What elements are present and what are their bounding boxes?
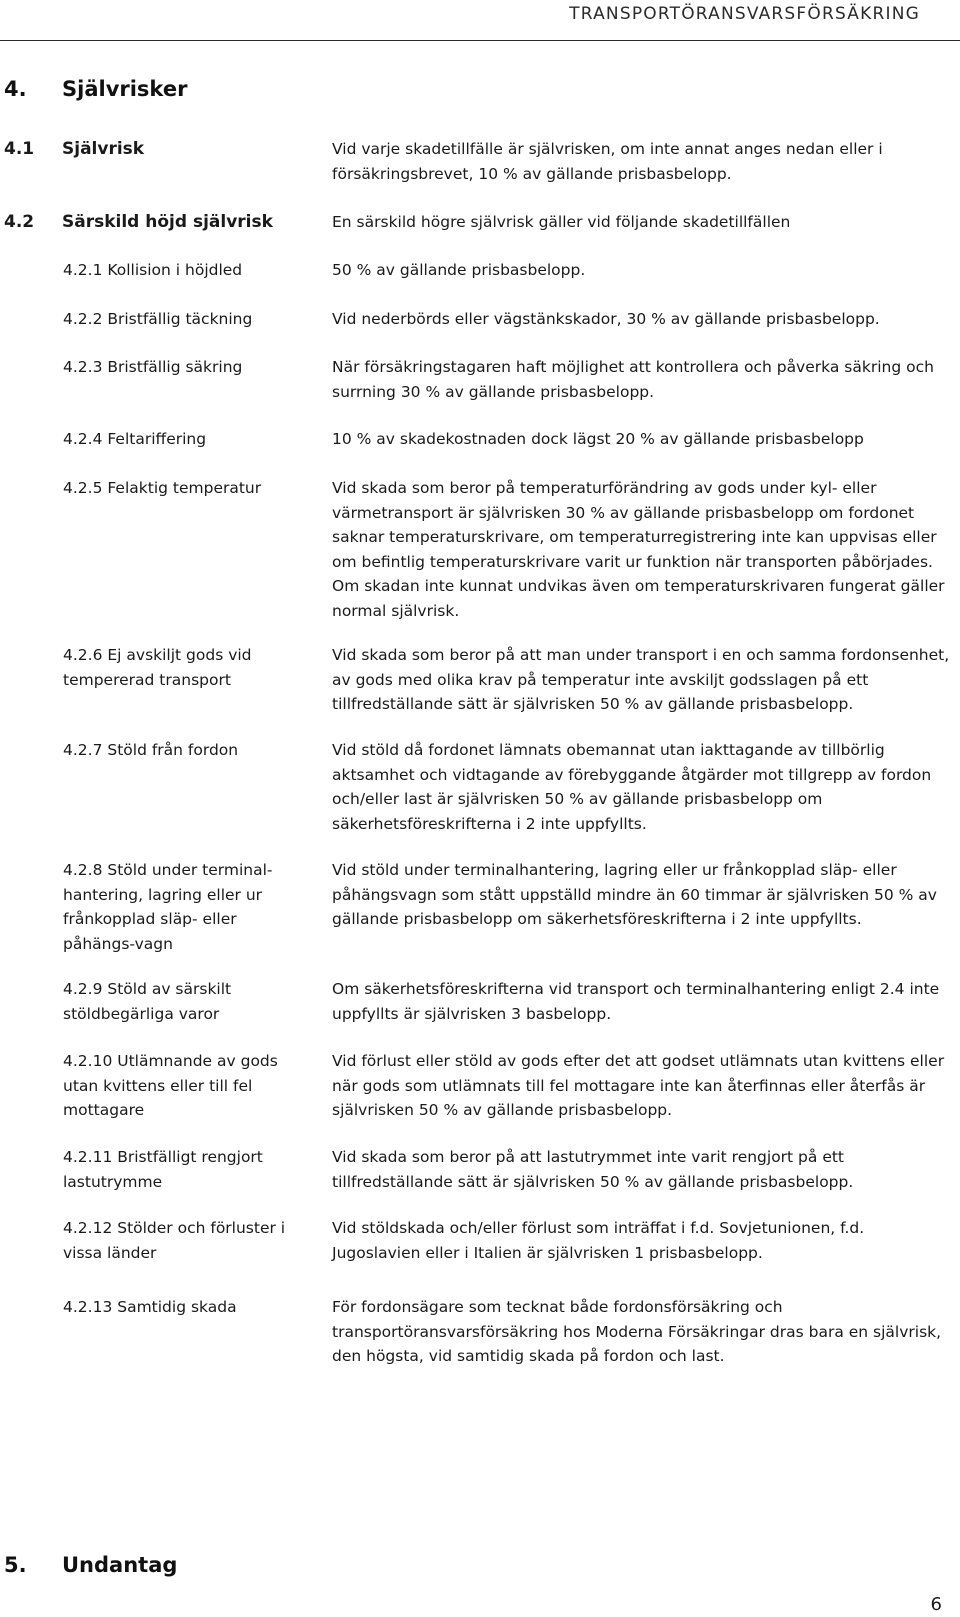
clause-text: Vid skada som beror på temperaturförändring av gods under kyl- eller värmetransport är självrisken 30 % av gällande prisbasbelopp om fordonet saknar temperaturskrivare, om temperaturregistrering inte kan uppvisas eller om befintlig temperaturskrivare varit ur funktion när transporten påbörjades. Om skadan inte kunnat undvikas även om temperaturskrivaren fungerat gäller normal självrisk. [332, 479, 945, 620]
clause-label: 4.2.13 Samtidig skada [63, 1298, 237, 1316]
clause-label: 4.2.4 Feltariffering [63, 430, 207, 448]
clause-title: Särskild höjd självrisk [62, 212, 273, 232]
clause-text: Vid skada som beror på att man under transport i en och samma fordonsenhet, av gods med olika krav på temperatur inte avskiljt godsslagen på ett tillfredställande sätt är självrisken 50 % av gällande prisbasbelopp. [332, 646, 950, 713]
clause-label: 4.2.6 Ej avskiljt gods vid tempererad transport [63, 646, 252, 689]
clause-number: 4.2 [4, 212, 35, 232]
clause-text: Vid stöldskada och/eller förlust som inträffat i f.d. Sovjetunionen, f.d. Jugoslavien eller i Italien är självrisken 1 prisbasbelopp. [332, 1219, 865, 1262]
clause-label: 4.2.8 Stöld under terminal-hantering, lagring eller ur frånkopplad släp- eller påhängs-vagn [63, 861, 273, 953]
section-5-heading [4, 1553, 177, 1577]
clause-text: Vid stöld under terminalhantering, lagring eller ur frånkopplad släp- eller påhängsvagn som stått uppställd mindre än 60 timmar är självrisken 50 % av gällande prisbasbelopp om säkerhetsföreskrifterna i 2 inte uppfyllts. [332, 861, 937, 928]
clause-text: Vid stöld då fordonet lämnats obemannat utan iakttagande av tillbörlig aktsamhet och vidtagande av förebyggande åtgärder mot tillgrepp av fordon och/eller last är självrisken 50 % av gällande prisbasbelopp om säkerhetsföreskrifterna i 2 inte uppfyllts. [332, 741, 932, 833]
clause-text: Vid förlust eller stöld av gods efter det att godset utlämnats utan kvittens eller när gods som utlämnats till fel mottagare inte kan återfinnas eller återfås är självrisken 50 % av gällande prisbasbelopp. [332, 1052, 945, 1119]
section-5-number: 5. [4, 1553, 27, 1577]
clause-label: 4.2.7 Stöld från fordon [63, 741, 239, 759]
clause-text: 10 % av skadekostnaden dock lägst 20 % av gällande prisbasbelopp [332, 430, 864, 448]
clause-label [4, 137, 274, 162]
clause-label: 4.2.12 Stölder och förluster i vissa länder [63, 1219, 286, 1262]
section-4-number: 4. [4, 77, 27, 101]
clause-label [4, 210, 274, 235]
clause-text: 50 % av gällande prisbasbelopp. [332, 261, 586, 279]
clause-label: 4.2.9 Stöld av särskilt stöldbegärliga varor [63, 980, 232, 1023]
clause-label: 4.2.1 Kollision i höjdled [63, 261, 243, 279]
section-5-title: Undantag [62, 1553, 178, 1577]
clause-label: 4.2.11 Bristfälligt rengjort lastutrymme [63, 1148, 263, 1191]
header-divider [0, 40, 960, 41]
clause-label: 4.2.3 Bristfällig säkring [63, 358, 243, 376]
clause-number: 4.1 [4, 139, 35, 159]
document-header-title: TRANSPORTÖRANSVARSFÖRSÄKRING [569, 4, 920, 24]
clause-text: En särskild högre självrisk gäller vid följande skadetillfällen [332, 213, 791, 231]
page-number: 6 [930, 1594, 942, 1615]
clause-label: 4.2.5 Felaktig temperatur [63, 479, 262, 497]
clause-label: 4.2.2 Bristfällig täckning [63, 310, 253, 328]
section-4-title: Självrisker [62, 77, 188, 101]
clause-text: Vid nederbörds eller vägstänkskador, 30 % av gällande prisbasbelopp. [332, 310, 880, 328]
clause-text: För fordonsägare som tecknat både fordonsförsäkring och transportöransvarsförsäkring hos Moderna Försäkringar dras bara en självrisk, den högsta, vid samtidig skada på fordon och last. [332, 1298, 942, 1365]
clause-text: Vid skada som beror på att lastutrymmet inte varit rengjort på ett tillfredställande sätt är självrisken 50 % av gällande prisbasbelopp. [332, 1148, 854, 1191]
clause-text: När försäkringstagaren haft möjlighet att kontrollera och påverka säkring och surrning 30 % av gällande prisbasbelopp. [332, 358, 934, 401]
clause-text: Vid varje skadetillfälle är självrisken, om inte annat anges nedan eller i försäkringsbrevet, 10 % av gällande prisbasbelopp. [332, 140, 883, 183]
clause-text: Om säkerhetsföreskrifterna vid transport och terminalhantering enligt 2.4 inte uppfyllts är självrisken 3 basbelopp. [332, 980, 940, 1023]
clause-label: 4.2.10 Utlämnande av gods utan kvittens eller till fel mottagare [63, 1052, 278, 1119]
section-4-heading [4, 77, 187, 101]
clause-title: Självrisk [62, 139, 145, 159]
